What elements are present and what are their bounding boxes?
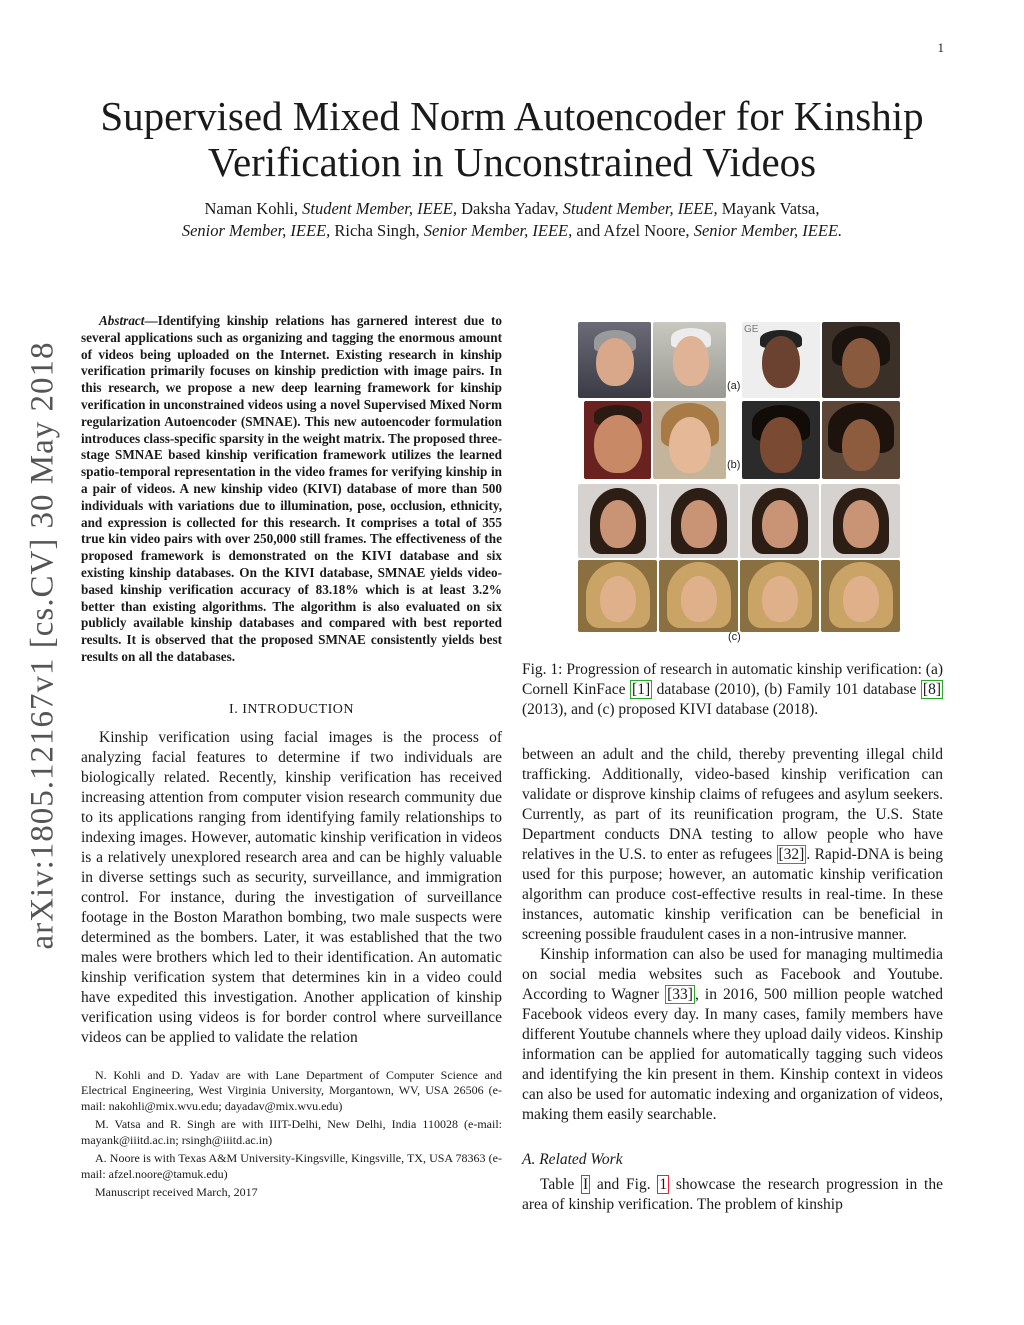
body-text: Table (540, 1176, 581, 1193)
title-line-1: Supervised Mixed Norm Autoencoder for Kinship (100, 93, 924, 139)
footnotes (81, 1068, 502, 1201)
author-line-2 (80, 220, 944, 242)
abstract-text: —Identifying kinship relations has garnered interest due to several applications such as organizing and tagging the enormous amount of videos being uploaded on the Internet. Existing research in kinship verification primarily focuses on kinship prediction with image pairs. In this research, we propose a new deep learning framework for kinship verification in unconstrained videos using a novel Supervised Mixed Norm regularization Autoencoder (SMNAE). This new autoencoder formulation introduces class-specific sparsity in the weight matrix. The proposed three-stage SMNAE based kinship verification framework utilizes the learned spatio-temporal representation in the video frames for verifying kinship in a pair of videos. A new kinship video (KIVI) database of more than 500 individuals with variations due to illumination, pose, occlusion, ethnicity, and expression is collected for this research. It comprises a total of 355 true kin video pairs with over 250,000 still frames. The effectiveness of the proposed framework is demonstrated on the KIVI database and six existing kinship databases. On the KIVI database, SMNAE yields video-based kinship verification accuracy of 83.18% which is at least 3.2% better than existing algorithms. The algorithm is also evaluated on six publicly available kinship databases and compared with best reported results. It is observed that the proposed SMNAE consistently yields best results on all the databases. (81, 313, 502, 664)
related-work-paragraph (522, 1175, 943, 1215)
video-frame (821, 560, 900, 632)
page-number: 1 (937, 40, 944, 55)
title-line-2: Verification in Unconstrained Videos (207, 139, 817, 185)
figure-label-b: (b) (727, 459, 741, 471)
photo-family101-child (822, 401, 900, 479)
citation-link[interactable]: [33] (667, 986, 693, 1003)
right-column (522, 745, 943, 1215)
video-frame (740, 484, 819, 558)
left-column (81, 313, 502, 1204)
intro-paragraph-right-2 (522, 945, 943, 1125)
figure-1 (578, 322, 759, 643)
body-text: , in 2016, 500 million people watched Facebook videos every day. In many cases, family members have different Youtube channels where they upload daily videos. Kinship information can be applied for automatically tagging such videos and identifying the kin present in them. Kinship context in videos can also be used for automatic indexing and organization of videos, making them easily searchable. (522, 986, 944, 1123)
figure-label-c: (c) (728, 631, 741, 643)
body-text: between an adult and the child, thereby preventing illegal child trafficking. Additionally, video-based kinship verification can validate or disprove kinship claims of refugees and asylum seekers. Currently, as part of its reunification program, the U.S. State Department conducts DNA testing to allow people who have relatives in the U.S. to enter as refugees (522, 746, 943, 863)
caption-text: (2013), and (c) proposed KIVI database (2018). (522, 701, 819, 718)
caption-text: database (2010), (b) Family 101 database (652, 681, 921, 698)
video-frame (578, 484, 657, 558)
photo-family101-father (584, 401, 651, 479)
footnote-item: Manuscript received March, 2017 (95, 1185, 258, 1200)
author-name: Richa Singh, (334, 221, 420, 240)
intro-paragraph-left: Kinship verification using facial images is the process of analyzing facial features to determine if two individuals are biologically related. Recently, kinship verification has received increasing attention from computer vision research community due to its applications ranging from identifying family relationships to indexing images. However, automatic kinship verification in videos is a relatively unexplored research area and can be highly valuable in diverse settings such as security, surveillance, and immigration control. For instance, during the investigation of surveillance footage in the Boston Marathon bombing, two male suspects were determined as the bombers. Later, it was established that the two males were brothers which led to their identification. An automatic kinship verification system that determines kin in a video could have expedited this investigation. Another application of kinship verification using videos is for border control where surveillance videos can be applied to validate the relation (81, 728, 502, 1046)
author-role: Senior Member, IEEE, (181, 221, 331, 240)
logo-text: GE (744, 324, 759, 335)
footnote-item: N. Kohli and D. Yadav are with Lane Department of Computer Science and Electrical Engineering, West Virginia University, Morgantown, WV, USA 26506 (e-mail: nakohli@mix.wvu.edu; dayadav@mix.wvu.edu) (81, 1067, 502, 1113)
video-frame (740, 560, 819, 632)
subsection-heading-related-work: A. Related Work (522, 1151, 623, 1168)
figure-reference-link[interactable]: 1 (659, 1176, 668, 1193)
author-name: Naman Kohli, (204, 199, 298, 218)
caption-text: Fig. 1: Progression of research in automatic kinship verification: (a) Cornell KinFace (522, 661, 943, 698)
footnote-item: M. Vatsa and R. Singh are with IIIT-Delhi, New Delhi, India 110028 (e-mail: mayank@iiitd.ac.in; rsingh@iiitd.ac.in) (81, 1117, 502, 1147)
arxiv-stamp (8, 340, 78, 950)
body-text: and Fig. (590, 1176, 658, 1193)
figure-label-a: (a) (727, 380, 741, 392)
photo-family101-daughter (653, 401, 726, 479)
author-role: Student Member, IEEE, (562, 199, 718, 218)
intro-paragraph-right-1 (522, 745, 943, 945)
photo-family101-mother (742, 401, 820, 479)
table-reference-link[interactable]: I (582, 1176, 589, 1193)
author-name: Daksha Yadav, (461, 199, 559, 218)
arxiv-identifier: arXiv:1805.12167v1 [cs.CV] 30 May 2018 (24, 340, 61, 950)
citation-link[interactable]: [32] (778, 846, 805, 863)
abstract-label: Abstract (99, 313, 145, 328)
video-frame (659, 484, 738, 558)
section-heading-introduction: I. INTRODUCTION (229, 701, 354, 717)
kivi-frames-row-1 (578, 484, 900, 558)
footnote-item: A. Noore is with Texas A&M University-Kingsville, Kingsville, TX, USA 78363 (e-mail: afzel.noore@tamuk.edu) (81, 1151, 502, 1181)
citation-link[interactable]: [1] (632, 681, 651, 698)
body-text: showcase the research progression in the area of kinship verification. The problem of kinship (522, 1176, 943, 1213)
photo-kinface-father-2 (742, 322, 820, 398)
video-frame (821, 484, 900, 558)
photo-kinface-son (653, 322, 726, 398)
author-role: Student Member, IEEE, (302, 199, 457, 218)
citation-link[interactable]: [8] (922, 681, 941, 698)
author-list (80, 198, 944, 242)
photo-kinface-son-2 (822, 322, 900, 398)
photo-kinface-father (578, 322, 651, 398)
paper-title (80, 93, 944, 185)
body-text: . Rapid-DNA is being used for this purpose; however, an automatic kinship verification algorithm can produce cost-effective results in real-time. In these instances, automatic kinship verification can be beneficial in screening possible fraudulent cases in a non-intrusive manner. (522, 846, 944, 943)
video-frame (659, 560, 738, 632)
author-role: Senior Member, IEEE, (423, 221, 573, 240)
video-frame (578, 560, 657, 632)
author-name: and Afzel Noore, (576, 221, 690, 240)
body-text: Kinship information can also be used for managing multimedia on social media websites such as Facebook and Youtube. According to Wagner (522, 946, 943, 1003)
figure-caption (522, 660, 943, 720)
author-role: Senior Member, IEEE. (693, 221, 843, 240)
author-name: Mayank Vatsa, (721, 199, 820, 218)
kivi-frames-row-2 (578, 560, 900, 632)
author-line-1 (80, 198, 944, 220)
abstract (81, 313, 502, 666)
